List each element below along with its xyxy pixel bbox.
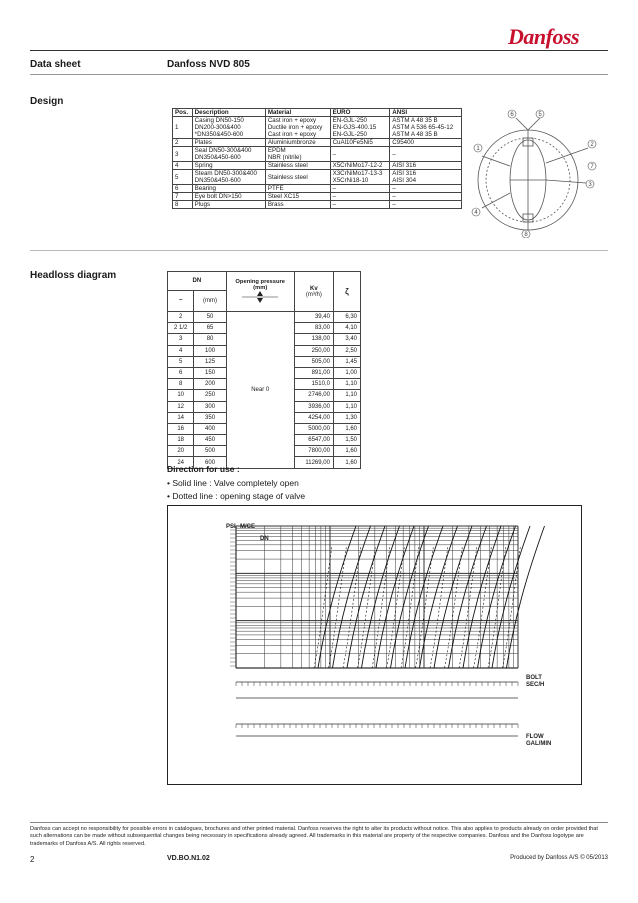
headloss-curve [318, 526, 356, 668]
kv-cell: 65 [194, 323, 226, 334]
design-cell: Plugs [192, 201, 265, 209]
col-opening: Opening pressure (mm) [226, 272, 294, 312]
design-cell: CuAl10Fe5Ni5 [330, 139, 390, 147]
kv-cell: 39,40 [294, 312, 333, 323]
design-cell: Aluminiumbronze [265, 139, 330, 147]
design-cell: EPDM NBR (nitrile) [265, 147, 330, 162]
kv-cell: 6,30 [333, 312, 360, 323]
headloss-graph [167, 505, 582, 785]
design-row [173, 139, 462, 147]
design-cell: Steel XC15 [265, 193, 330, 201]
design-row [173, 185, 462, 193]
kv-cell: 20 [168, 446, 194, 457]
col-inch: ~ [168, 291, 194, 312]
direction-item: • Dotted line : opening stage of valve [167, 491, 306, 501]
kv-cell: 125 [194, 356, 226, 367]
design-cell: Stainless steel [265, 162, 330, 170]
design-cell: Steam DN50-300&400 DN350&450-600 [192, 170, 265, 185]
kv-cell: 1,60 [333, 423, 360, 434]
kv-cell: 14 [168, 412, 194, 423]
design-cell: Brass [265, 201, 330, 209]
headloss-heading: Headloss diagram [30, 270, 117, 281]
design-cell: – [390, 193, 462, 201]
design-cell: 4 [173, 162, 193, 170]
kv-cell: 3 [168, 334, 194, 345]
design-col-header: Pos. [173, 109, 193, 117]
kv-cell: 1,60 [333, 446, 360, 457]
design-table [172, 108, 462, 209]
headloss-graph-svg [168, 506, 581, 784]
design-cell: 7 [173, 193, 193, 201]
kv-cell: 1,00 [333, 367, 360, 378]
kv-cell: 3936,00 [294, 401, 333, 412]
callout-label: 2 [590, 142, 594, 148]
design-cell: Plates [192, 139, 265, 147]
kv-cell: 80 [194, 334, 226, 345]
kv-cell: 1,45 [333, 356, 360, 367]
kv-cell: 350 [194, 412, 226, 423]
design-divider [30, 250, 608, 251]
kv-cell: 138,00 [294, 334, 333, 345]
opening-stage-curve [314, 546, 332, 668]
design-cell: 6 [173, 185, 193, 193]
design-col-header: Description [192, 109, 265, 117]
headloss-curve [507, 526, 545, 668]
design-row [173, 170, 462, 185]
design-cell: 3 [173, 147, 193, 162]
graph-ylabel-psi: PSI [226, 524, 236, 530]
headloss-curve [376, 526, 414, 668]
kv-cell: 150 [194, 367, 226, 378]
header-rule [30, 50, 608, 51]
kv-cell: 16 [168, 423, 194, 434]
col-dn: DN [168, 272, 227, 291]
kv-cell: 3,40 [333, 334, 360, 345]
kv-cell: 200 [194, 379, 226, 390]
kv-cell: 1510,0 [294, 379, 333, 390]
design-row [173, 201, 462, 209]
graph-ylabel-mce: M/CE [240, 524, 255, 530]
design-cell: Spring [192, 162, 265, 170]
design-cell: – [390, 185, 462, 193]
kv-cell: 24 [168, 457, 194, 468]
doc-code: VD.BO.N1.02 [167, 855, 210, 862]
design-cell: AISI 316 AISI 304 [390, 170, 462, 185]
footer-rule [30, 822, 608, 823]
kv-cell: 50 [194, 312, 226, 323]
kv-cell: 4254,00 [294, 412, 333, 423]
callout-label: 5 [538, 112, 542, 118]
graph-xlabel-flow: FLOW [526, 734, 544, 740]
design-cell: Bearing [192, 185, 265, 193]
opening-near-zero: Near 0 [226, 312, 294, 469]
kv-table [167, 271, 361, 469]
valve-drawing [468, 108, 608, 238]
callout-label: 4 [474, 210, 478, 216]
kv-cell: 891,00 [294, 367, 333, 378]
headloss-curve [362, 526, 400, 668]
direction-block [167, 464, 305, 504]
kv-cell: 600 [194, 457, 226, 468]
design-cell: X3CrNiMo17-13-3 X5CrNi18-10 [330, 170, 390, 185]
design-cell: Eye bolt DN>150 [192, 193, 265, 201]
product-title: Danfoss NVD 805 [167, 59, 250, 70]
headloss-curve [333, 526, 371, 668]
headloss-curve [434, 526, 472, 668]
design-cell: – [330, 147, 390, 162]
design-cell: – [390, 147, 462, 162]
page-number: 2 [30, 855, 35, 864]
headloss-curve [478, 526, 516, 668]
kv-cell: 2 1/2 [168, 323, 194, 334]
graph-xlabel-bolt: BOLT [526, 675, 542, 681]
design-cell: Stainless steel [265, 170, 330, 185]
kv-cell: 450 [194, 435, 226, 446]
design-cell: Casing DN50-150 DN200-300&400 *DN350&450-600 [192, 117, 265, 139]
kv-cell: 250 [194, 390, 226, 401]
design-cell: – [390, 201, 462, 209]
design-row [173, 147, 462, 162]
kv-cell: 250,00 [294, 345, 333, 356]
kv-cell: 8 [168, 379, 194, 390]
kv-cell: 1,10 [333, 401, 360, 412]
headloss-curve [492, 526, 530, 668]
callout-label: 3 [588, 182, 592, 188]
headloss-curve [420, 526, 458, 668]
callout-label: 1 [476, 146, 480, 152]
kv-cell: 1,50 [333, 435, 360, 446]
kv-cell: 18 [168, 435, 194, 446]
direction-item: • Solid line : Valve completely open [167, 478, 299, 488]
design-cell: Cast iron + epoxy Ductile iron + epoxy Cast iron + epoxy [265, 117, 330, 139]
graph-xlabel-galmin: GAL/MIN [526, 741, 552, 747]
kv-cell: 7800,00 [294, 446, 333, 457]
kv-cell: 6 [168, 367, 194, 378]
kv-row [168, 312, 361, 323]
kv-cell: 5000,00 [294, 423, 333, 434]
graph-dn-label: DN [260, 536, 269, 542]
design-cell: PTFE [265, 185, 330, 193]
kv-cell: 1,10 [333, 390, 360, 401]
design-cell: – [330, 185, 390, 193]
kv-cell: 4 [168, 345, 194, 356]
produced-by: Produced by Danfoss A/S © 05/2013 [510, 855, 608, 861]
design-cell: ASTM A 48 35 B ASTM A 536 65-45-12 ASTM A 48 35 B [390, 117, 462, 139]
design-cell: AISI 316 [390, 162, 462, 170]
danfoss-logo: Danfoss [508, 24, 580, 49]
design-cell: – [330, 193, 390, 201]
design-cell: 5 [173, 170, 193, 185]
design-cell: EN-GJL-250 EN-GJS-400.15 EN-GJL-250 [330, 117, 390, 139]
design-cell: – [330, 201, 390, 209]
design-col-header: EURO [330, 109, 390, 117]
kv-cell: 4,10 [333, 323, 360, 334]
kv-cell: 2 [168, 312, 194, 323]
headloss-curve [347, 526, 385, 668]
design-cell: Seal DN50-300&400 DN350&450-600 [192, 147, 265, 162]
design-col-header: Material [265, 109, 330, 117]
design-cell: 8 [173, 201, 193, 209]
col-mm: (mm) [194, 291, 226, 312]
opening-arrow-icon [240, 291, 280, 303]
section-title: Data sheet [30, 59, 81, 70]
footer-disclaimer: Danfoss can accept no responsibility for possible errors in catalogues, brochures and other printed material. Danfoss reserves the right to alter its products without notice. This also applies to products already on order provided that such alternations can be made without subsequential changes being necessary in specifications already agreed. All trademarks in this material are property of the respective companies. Danfoss and the Danfoss logotype are trademarks of Danfoss A/S. All rights reserved. [30, 826, 598, 847]
kv-cell: 505,00 [294, 356, 333, 367]
design-row [173, 193, 462, 201]
design-col-header: ANSI [390, 109, 462, 117]
kv-cell: 83,00 [294, 323, 333, 334]
kv-cell: 1,30 [333, 412, 360, 423]
kv-cell: 2746,00 [294, 390, 333, 401]
kv-cell: 500 [194, 446, 226, 457]
design-cell: 2 [173, 139, 193, 147]
kv-cell: 10 [168, 390, 194, 401]
design-cell: 1 [173, 117, 193, 139]
callout-label: 8 [524, 232, 528, 238]
graph-xlabel-sech: SEC/H [526, 682, 545, 688]
col-zeta: ζ [333, 272, 360, 312]
design-row [173, 117, 462, 139]
kv-cell: 1,10 [333, 379, 360, 390]
design-cell: C95400 [390, 139, 462, 147]
kv-cell: 300 [194, 401, 226, 412]
kv-cell: 100 [194, 345, 226, 356]
kv-cell: 5 [168, 356, 194, 367]
kv-cell: 2,50 [333, 345, 360, 356]
design-cell: X5CrNiMo17-12-2 [330, 162, 390, 170]
kv-cell: 1,60 [333, 457, 360, 468]
header-rule-lower [30, 74, 608, 75]
callout-label: 7 [590, 164, 594, 170]
design-heading: Design [30, 96, 64, 107]
design-row [173, 162, 462, 170]
kv-cell: 6547,00 [294, 435, 333, 446]
col-kv: Kv (m³/h) [294, 272, 333, 312]
callout-label: 6 [510, 112, 514, 118]
kv-cell: 400 [194, 423, 226, 434]
kv-cell: 11269,00 [294, 457, 333, 468]
direction-title: Direction for use : [167, 464, 240, 474]
kv-cell: 12 [168, 401, 194, 412]
